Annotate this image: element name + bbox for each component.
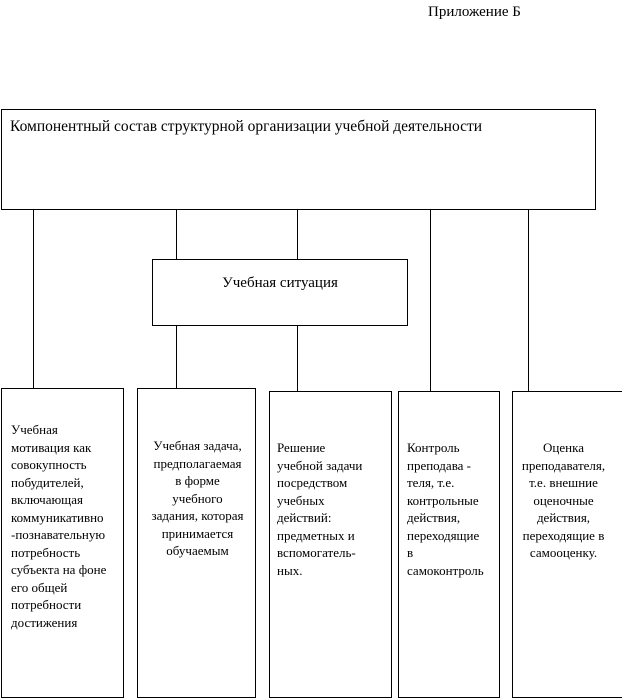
main-component-box — [1, 109, 596, 210]
column-text-solution: Решение учебной задачи посредством учебных действий: предметных и вспомогатель- ных. — [277, 440, 363, 578]
situation-label: Учебная ситуация — [222, 275, 338, 291]
connector-situation-to-col3 — [297, 326, 298, 391]
column-box-motivation — [1, 388, 124, 698]
column-text-assessment: Оценка преподавателя, т.е. внешние оценочные действия, переходящие в самооценку. — [521, 440, 606, 560]
appendix-label: Приложение Б — [428, 4, 521, 20]
column-box-solution — [269, 391, 392, 698]
main-component-title: Компонентный состав структурной организации учебной деятельности — [10, 118, 483, 135]
connector-main-to-situation-right — [297, 210, 298, 259]
column-text-task: Учебная задача, предполагаемая в форме учебного задания, которая принимается обучаемым — [151, 438, 244, 558]
connector-main-to-col5 — [528, 210, 529, 391]
connector-main-to-situation-left — [176, 210, 177, 259]
column-box-task — [137, 388, 256, 698]
situation-box — [152, 259, 408, 326]
connector-situation-to-col2 — [176, 326, 177, 388]
connector-main-to-col1 — [33, 210, 34, 388]
column-box-assessment — [512, 391, 622, 698]
column-text-control: Контроль преподава - теля, т.е. контрольные действия, переходящие в самоконтроль — [407, 440, 484, 578]
column-box-control — [398, 391, 500, 698]
connector-main-to-col4 — [430, 210, 431, 391]
column-text-motivation: Учебная мотивация как совокупность побудителей, включающая коммуникативно -познавательную потребность субъекта на фоне его общей потребности достижения — [11, 422, 107, 630]
